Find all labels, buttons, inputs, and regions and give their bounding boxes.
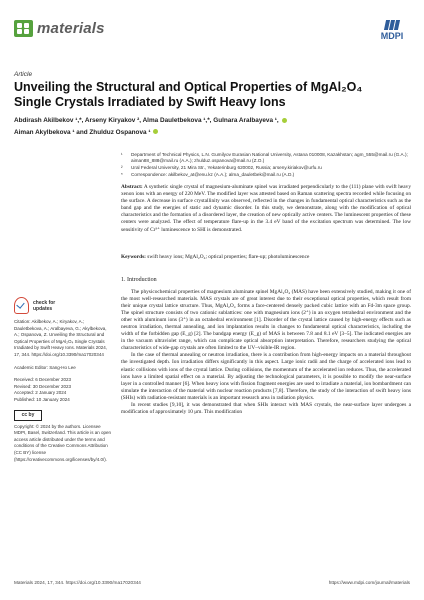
affiliation-item — [121, 165, 411, 171]
orcid-icon[interactable] — [282, 118, 287, 123]
check-updates-button[interactable] — [14, 297, 63, 314]
article-type: Article — [14, 71, 33, 78]
affiliation-item — [121, 172, 411, 178]
abstract-label: Abstract: — [121, 184, 143, 190]
affiliation-item — [121, 152, 411, 164]
journal-name: materials — [37, 20, 105, 37]
author-line — [14, 115, 314, 127]
publisher-name: MDPI — [380, 30, 404, 41]
revised-date: Revised: 30 December 2023 — [14, 383, 72, 389]
keywords — [121, 254, 411, 261]
affiliations — [121, 152, 411, 179]
mdpi-logo-icon — [385, 20, 399, 30]
correspondence-text: Correspondence: akilbekov_at@enu.kz (A.A.); alma_dauletbek@mail.ru (A.D.) — [131, 172, 295, 178]
author-list — [14, 115, 314, 138]
article-info-sidebar — [14, 319, 112, 463]
accepted-date: Accepted: 2 January 2024 — [14, 390, 67, 396]
received-date: Received: 6 December 2023 — [14, 377, 72, 383]
affiliation-text: Ural Federal University, 21 Mira Str., Yekaterinburg 620002, Russia; arseny.kiriakov@urfu.ru — [131, 165, 322, 171]
journal-logo-icon — [14, 20, 33, 37]
affiliation-mark: ² — [121, 165, 123, 171]
author-line-text: Abdirash Akilbekov ¹,*, Arseny Kiryakov ², Alma Dauletbekova ¹,*, Gulnara Aralbayeva ¹, — [14, 117, 279, 124]
academic-editor: Academic Editor: Sang-Ho Lee — [14, 364, 76, 370]
check-updates-icon — [14, 297, 29, 314]
cc-by-icon: cc by — [14, 410, 42, 421]
paragraph: The physicochemical properties of magnesium aluminate spinel MgAl₂O₄ (MAS) have been extensively studied, making it one of the most well-researched materials. MAS crystals are of great interest due to their exceptional optical properties, which result from their unique crystal lattice structure. Thus, MgAl₂O₄ forms a face-centered densely packed cubic lattice with an Fd-3m space group. The spinel structure consists of two cationic sublattices: one with magnesium ions (2⁺) in an oxygen tetrahedral environment and the other with aluminum ions (3⁺) in an octahedral environment [1]. Disorder of the crystal lattice caused by high-energy effects such as neutron irradiation, thermal annealing, and ion implantation results in changes to fundamental optical characteristics, including the width of the forbidden gap (E_g) [2]. The bandgap energy (E_g) of MAS is between 7.8 and 8.1 eV [3–5]. The indicated energies are in the vacuum ultraviolet range, which can complicate optical absorption interpretation. Therefore, researchers studying the optical characteristics of wide-gap crystals are often limited to the UV–visible-IR region. — [121, 289, 411, 352]
license-badge[interactable] — [14, 410, 112, 421]
author-line — [14, 127, 314, 139]
abstract-text: A synthetic single crystal of magnesium-aluminate spinel was irradiated perpendicularly to the (111) plane with swift heavy xenon ions with an energy of 220 MeV. The modified layer was attested based on Raman scattering spectra recorded while focusing on the surface. A decrease in surface crystallinity was observed, reflected in the changes in fundamental optical characteristics such as the band gap and the energies of static and dynamic disorder. In this study, we demonstrate, along with the modification of optical characteristics and the formation of a disordered layer, the creation of new optically active centers. The luminescent properties of these centers were analyzed. The effect of temperature flare-up in the 3.4 eV band of the excitation spectrum was determined. The low sensitivity of Cr³⁺ luminescence to SHI is demonstrated. — [121, 184, 411, 233]
footer-citation[interactable]: Materials 2024, 17, 344. https://doi.org/10.3390/ma17020344 — [14, 580, 141, 585]
copyright-notice: Copyright: © 2024 by the authors. Licensee MDPI, Basel, Switzerland. This article is an open access article distributed under the terms and conditions of the Creative Commons Attribution (CC BY) license (https://creativecommons.org/licenses/by/4.0/). — [14, 423, 111, 462]
section-heading: 1. Introduction — [121, 277, 157, 283]
keywords-text: swift heavy ions; MgAl₂O₄; optical properties; flare-up; photoluminescence — [147, 254, 310, 260]
footer-journal-link[interactable]: https://www.mdpi.com/journal/materials — [328, 580, 410, 585]
affiliation-mark: ¹ — [121, 152, 123, 157]
citation: Citation: Akilbekov, A.; Kiryakov, A.; Dauletbekova, A.; Aralbayeva, G.; Akylbekova, A.; Ospanova, Z. Unveiling the Structural and Optical Properties of MgAl₂O₄ Single Crystals Irradiated by Swift Heavy Ions. Materials 2024, 17, 344. https://doi.org/10.3390/ma17020344 — [14, 319, 108, 357]
publisher-logo[interactable] — [374, 16, 410, 44]
journal-logo[interactable] — [14, 20, 105, 37]
paragraph: In the case of thermal annealing or neutron irradiation, there is a contribution from high-energy impacts on a material throughout the investigated depth. Ion irradiation differs significantly in this aspect. Large ionic radii and the charge of accelerated ions lead to elastic collisions with ions of the crystal lattice. During collisions, the momentum of the accelerated ion reduces. Thus, the accelerated ions have a limited spatial effect on a material. By adjusting the technological parameters, it is possible to modify the near-surface layer in a controlled manner [6]. When heavy ions with fission fragment energies are used to irradiate a material, ion bombardment can simulate the interaction of the material with nuclear reaction products [7,8]. Therefore, the study of the interaction of swift heavy ions (SHIs) with radiation-resistant materials is an important research area in radiation physics. — [121, 352, 411, 401]
article-title: Unveiling the Structural and Optical Properties of MgAl₂O₄ Single Crystals Irradiated by Swift Heavy Ions — [14, 80, 363, 109]
abstract — [121, 184, 411, 234]
page-footer — [14, 580, 410, 585]
affiliation-mark: * — [121, 172, 123, 178]
check-updates-label: check for updates — [33, 299, 56, 312]
orcid-icon[interactable] — [153, 129, 158, 134]
affiliation-text: Department of Technical Physics, L.N. Gumilyov Eurasian National University, Astana 010008, Kazakhstan; agm_555@mail.ru (G.A.); aiman88_888@mail.ru (A.A.); zhulduz.ospanova@mail.ru (Z.O.) — [131, 152, 408, 164]
body-text — [121, 289, 411, 416]
author-line-text: Aiman Akylbekova ¹ and Zhulduz Ospanova ¹ — [14, 128, 151, 136]
published-date: Published: 10 January 2024 — [14, 396, 70, 402]
paragraph: In recent studies [9,10], it was demonstrated that when SHIs interact with MAS crystals, the near-surface layer undergoes a modification of approximately 10 μm. This modification — [121, 401, 411, 415]
keywords-label: Keywords: — [121, 254, 146, 260]
